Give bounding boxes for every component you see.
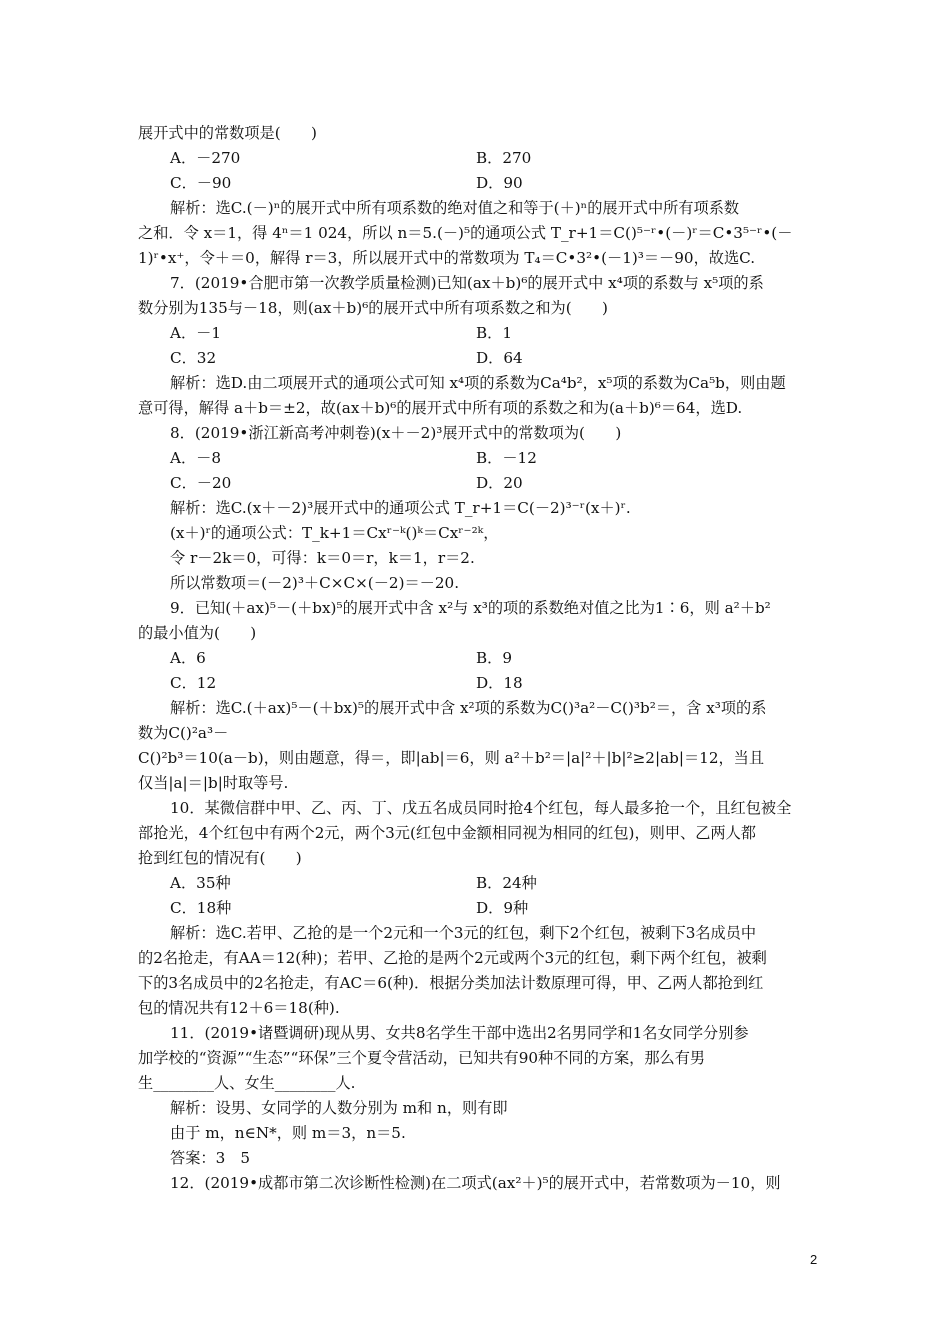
text-line: 数为C()²a³－ (138, 724, 229, 742)
choice-option: D．9种 (476, 899, 529, 917)
text-line: 展开式中的常数项是( ) (138, 124, 317, 142)
text-line: C．12 (170, 674, 217, 692)
text-line: 仅当|a|＝|b|时取等号. (138, 774, 289, 792)
text-line: 令 r－2k＝0，可得：k＝0＝r，k＝1，r＝2. (170, 549, 475, 567)
text-line: 解析：设男、女同学的人数分别为 m和 n，则有即 (170, 1099, 508, 1117)
text-line: A．6 (170, 649, 206, 667)
choice-option: D．20 (476, 474, 523, 492)
text-line: 解析：选C.(＋ax)⁵－(＋bx)⁵的展开式中含 x²项的系数为C()³a²－C()³b²＝，含 x³项的系 (170, 699, 767, 717)
text-line: 之和．令 x＝1，得 4ⁿ＝1 024，所以 n＝5.(－)⁵的通项公式 T_r+1＝C()⁵⁻ʳ•(－)ʳ＝C•3⁵⁻ʳ•(－ (138, 224, 793, 242)
text-line: 由于 m，n∈N*，则 m＝3，n＝5. (170, 1124, 406, 1142)
text-line: A．－1 (170, 324, 222, 342)
choice-option: B．－12 (476, 449, 537, 467)
text-line: 生________人、女生________人. (138, 1074, 356, 1092)
text-line: (x＋)ʳ的通项公式：T_k+1＝Cxʳ⁻ᵏ()ᵏ＝Cxʳ⁻²ᵏ， (170, 524, 499, 542)
choice-option: D．18 (476, 674, 523, 692)
text-line: A．－270 (170, 149, 241, 167)
text-line: 8．(2019•浙江新高考冲刺卷)(x＋－2)³展开式中的常数项为( ) (170, 424, 622, 442)
text-line: 10．某微信群中甲、乙、丙、丁、戊五名成员同时抢4个红包，每人最多抢一个，且红包被全 (170, 799, 792, 817)
text-line: 1)ʳ•x⁺，令＋＝0，解得 r＝3，所以展开式中的常数项为 T₄＝C•3²•(－1)³＝－90，故选C. (138, 249, 756, 267)
text-line: 抢到红包的情况有( ) (138, 849, 302, 867)
text-line: C()²b³＝10(a－b)，则由题意，得＝，即|ab|＝6，则 a²＋b²＝|a|²＋|b|²≥2|ab|＝12，当且 (138, 749, 765, 767)
text-line: C．32 (170, 349, 217, 367)
text-line: 解析：选D.由二项展开式的通项公式可知 x⁴项的系数为Ca⁴b²，x⁵项的系数为Ca⁵b，则由题 (170, 374, 786, 392)
text-line: 所以常数项＝(－2)³＋C×C×(－2)＝－20. (170, 574, 460, 592)
text-line: 数分别为135与－18，则(ax＋b)⁶的展开式中所有项系数之和为( ) (138, 299, 608, 317)
text-line: A．－8 (170, 449, 222, 467)
choice-option: D．90 (476, 174, 523, 192)
text-line: 答案：3 5 (170, 1149, 251, 1167)
text-line: 解析：选C.若甲、乙抢的是一个2元和一个3元的红包，剩下2个红包，被剩下3名成员中 (170, 924, 757, 942)
text-line: C．－20 (170, 474, 232, 492)
text-line: 12．(2019•成都市第二次诊断性检测)在二项式(ax²＋)⁵的展开式中，若常数项为－10，则 (170, 1174, 781, 1192)
text-line: 包的情况共有12＋6＝18(种). (138, 999, 340, 1017)
text-line: 下的3名成员中的2名抢走，有AC＝6(种)．根据分类加法计数原理可得，甲、乙两人都抢到红 (138, 974, 764, 992)
text-line: 11．(2019•诸暨调研)现从男、女共8名学生干部中选出2名男同学和1名女同学分别参 (170, 1024, 749, 1042)
text-line: 9．已知(＋ax)⁵－(＋bx)⁵的展开式中含 x²与 x³的项的系数绝对值之比为1∶6，则 a²＋b² (170, 599, 771, 617)
text-line: 7．(2019•合肥市第一次教学质量检测)已知(ax＋b)⁶的展开式中 x⁴项的系数与 x⁵项的系 (170, 274, 764, 292)
choice-option: B．9 (476, 649, 513, 667)
text-line: 的2名抢走，有AA＝12(种)；若甲、乙抢的是两个2元或两个3元的红包，剩下两个红包，被剩 (138, 949, 767, 967)
text-line: C．18种 (170, 899, 232, 917)
text-line: 解析：选C.(－)ⁿ的展开式中所有项系数的绝对值之和等于(＋)ⁿ的展开式中所有项系数 (170, 199, 740, 217)
text-line: 的最小值为( ) (138, 624, 257, 642)
choice-option: D．64 (476, 349, 523, 367)
choice-option: B．1 (476, 324, 513, 342)
choice-option: B．24种 (476, 874, 537, 892)
text-line: 加学校的“资源”“生态”“环保”三个夏令营活动，已知共有90种不同的方案，那么有男 (138, 1049, 706, 1067)
text-line: 解析：选C.(x＋－2)³展开式中的通项公式 T_r+1＝C(－2)³⁻ʳ(x＋)ʳ. (170, 499, 631, 517)
text-line: 部抢光，4个红包中有两个2元，两个3元(红包中金额相同视为相同的红包)，则甲、乙两人都 (138, 824, 756, 842)
text-line: A．35种 (170, 874, 231, 892)
text-line: 意可得，解得 a＋b＝±2，故(ax＋b)⁶的展开式中所有项的系数之和为(a＋b)⁶＝64，选D. (138, 399, 743, 417)
choice-option: B．270 (476, 149, 532, 167)
page-number: 2 (810, 1252, 818, 1267)
text-line: C．－90 (170, 174, 232, 192)
